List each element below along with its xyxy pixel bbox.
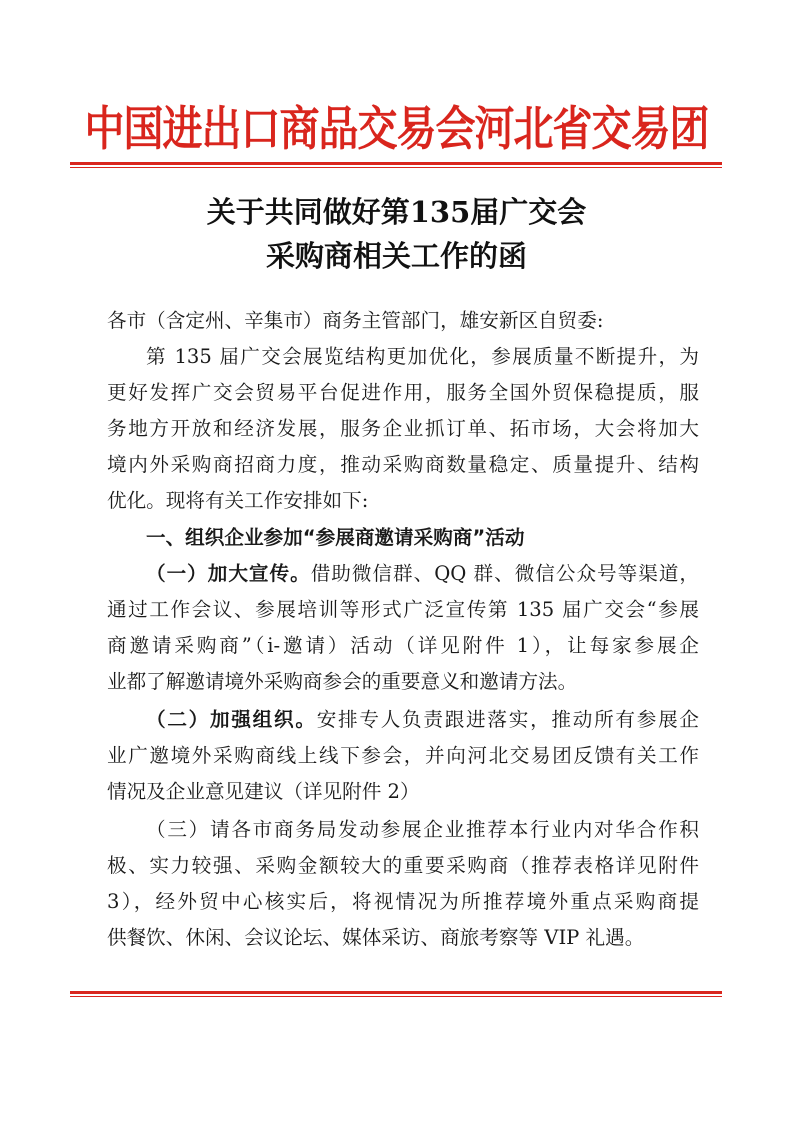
intro-line: 优化。现将有关工作安排如下:	[107, 489, 369, 512]
section1-heading: 一、组织企业参加“参展商邀请采购商”活动	[146, 526, 525, 549]
item2-line: 情况及企业意见建议（详见附件 2）	[107, 780, 420, 803]
letterhead-rule-thick	[70, 162, 722, 165]
document-title-line1: 关于共同做好第135届广交会	[206, 195, 587, 229]
letterhead-org-name: 中国进出口商品交易会河北省交易团	[84, 102, 709, 157]
letterhead-rule-thin	[70, 167, 722, 168]
item2-text: 安排专人负责跟进落实，推动所有参展企	[316, 708, 700, 731]
item2-label: （二）加强组织。	[146, 708, 317, 731]
item2-first-line	[146, 708, 699, 732]
item3-line: （三）请各市商务局发动参展企业推荐本行业内对华合作积	[146, 818, 699, 841]
footer-rule-thick	[70, 991, 722, 994]
intro-line: 境内外采购商招商力度，推动采购商数量稳定、质量提升、结构	[107, 453, 699, 476]
item2-line: 业广邀境外采购商线上线下参会，并向河北交易团反馈有关工作	[107, 744, 699, 767]
intro-line: 更好发挥广交会贸易平台促进作用，服务全国外贸保稳提质，服	[107, 381, 699, 404]
item1-line: 通过工作会议、参展培训等形式广泛宣传第 135 届广交会“参展	[107, 598, 699, 621]
item3-line: 极、实力较强、采购金额较大的重要采购商（推荐表格详见附件	[107, 854, 699, 877]
item1-line: 业都了解邀请境外采购商参会的重要意义和邀请方法。	[107, 670, 578, 693]
item3-line: 3），经外贸中心核实后，将视情况为所推荐境外重点采购商提	[107, 890, 699, 913]
item1-label: （一）加大宣传。	[146, 562, 311, 585]
salutation: 各市（含定州、辛集市）商务主管部门，雄安新区自贸委:	[107, 309, 604, 332]
item3-line: 供餐饮、休闲、会议论坛、媒体采访、商旅考察等 VIP 礼遇。	[107, 926, 645, 949]
intro-line: 第 135 届广交会展览结构更加优化，参展质量不断提升，为	[146, 345, 699, 368]
document-title-line2: 采购商相关工作的函	[265, 239, 527, 273]
intro-line: 务地方开放和经济发展，服务企业抓订单、拓市场，大会将加大	[107, 417, 699, 440]
item1-first-line	[146, 562, 699, 586]
footer-rule-thin	[70, 996, 722, 997]
item1-text: 借助微信群、QQ 群、微信公众号等渠道，	[310, 562, 699, 585]
item1-line: 商邀请采购商”（i-邀请）活动（详见附件 1），让每家参展企	[107, 634, 699, 657]
